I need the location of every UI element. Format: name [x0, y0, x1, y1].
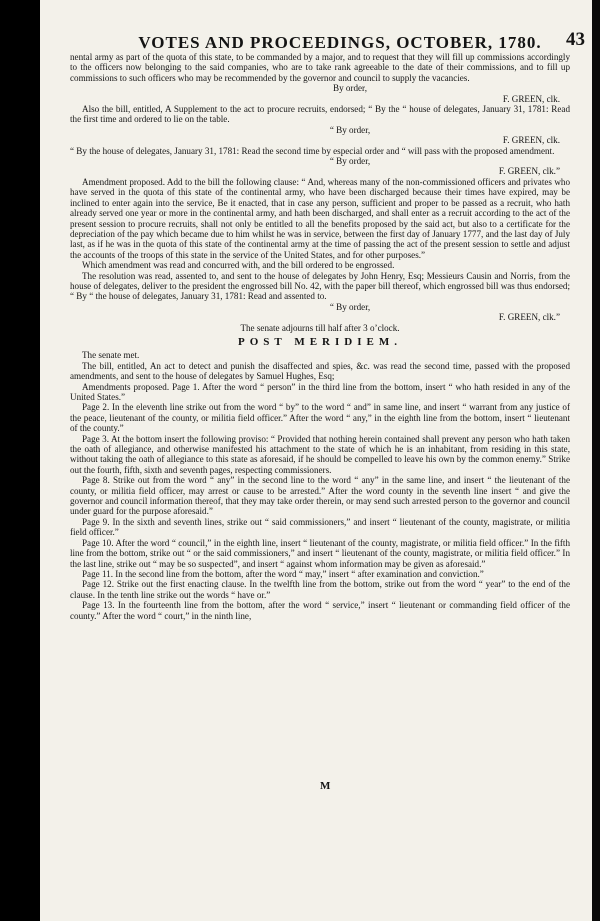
paragraph: Amendment proposed. Add to the bill the following clause: “ And, whereas many of the non-commissioned officers and privates who have served in the quota of this state of the continental army, who have been discharged because their times have expired, may be inclined to enter again into the service, Be it enacted, that in case any person, sufficient and proper to be passed as a recruit, who hath already served one year or more in the continental army, and hath been discharged, and shall enter as a recruit according to the act of the present session to procure recruits, shall not only be entitled to all the benefits proposed by the said act, but also to a certificate for the depreciation of the pay which became due to him whilst he was in service, between the first day of January 1777, and the last day of July last, as if he was in the quota of this state of the continental army at the time of passing the act of the present session to settle and adjust the accounts of the troops of this state in the service of the United States, and for other purposes.” [70, 176, 570, 260]
section-heading: POST MERIDIEM. [238, 335, 402, 348]
paragraph: Page 2. In the eleventh line strike out from the word “ by” to the word “ and” in same line, and insert “ warrant from any justice of the peace, lieutenant of the county, or militia field officer.” After the word “ any,” in the eighth line from the bottom, insert “ lieutenant of the county.” [70, 402, 570, 434]
clerk-signature: F. GREEN, clk. [502, 135, 560, 146]
clerk-signature: F. GREEN, clk.” [498, 166, 560, 177]
clerk-signature: F. GREEN, clk.” [498, 312, 560, 323]
paragraph: nental army as part of the quota of this state, to be commanded by a major, and to request that they will fill up commissions accordingly to the officers now belonging to the said companies, who are to take rank agreeable to the date of their commissions, and to fill up commissions to such officers who may be recommended by the governor and council to supply the vacancies. [70, 52, 570, 83]
paragraph: Amendments proposed. Page 1. After the word “ person” in the third line from the bottom, insert “ who hath resided in any of the United States.” [70, 381, 570, 402]
paragraph: The senate adjourns till half after 3 o’clock. [240, 322, 400, 333]
paragraph: Page 8. Strike out from the word “ any” in the second line to the word “ any” in the same line, and insert “ the lieutenant of the county, or militia field officer, may arrest or cause to be arrested.” After the word county in the seventh line insert “ and give the governor and council information thereof, that they may take order therein, or may send such arrested person to the governor and council under guard for the purpose aforesaid.” [70, 475, 570, 517]
paragraph: “ By the house of delegates, January 31, 1781: Read the second time by especial order and “ will pass with the proposed amendment. [70, 145, 555, 156]
paragraph: Page 13. In the fourteenth line from the bottom, after the word “ service,” insert “ lieutenant or commanding field officer of the county.” After the word “ court,” in the ninth line, [70, 600, 570, 621]
paragraph: The bill, entitled, An act to detect and punish the disaffected and spies, &c. was read the second time, passed with the proposed amendments, and sent to the house of delegates by Samuel Hughes, Esq; [70, 360, 570, 382]
paragraph: Page 10. After the word “ council,” in the eighth line, insert “ lieutenant of the county, magistrate, or militia field officer.” In the fifth line from the bottom, strike out “ or the said commissioners,” and insert “ lieutenant of the county, magistrate, or militia field officer.” In the last line, strike out “ may be so suspected”, and insert “ against whom information may be given as aforesaid.” [70, 537, 570, 569]
paragraph: Page 9. In the sixth and seventh lines, strike out “ said commissioners,” and insert “ lieutenant of the county, magistrate, or militia field officer.” [70, 516, 570, 538]
by-order-line: By order, [333, 83, 367, 94]
paragraph: The senate met. [82, 350, 140, 361]
paragraph: Page 12. Strike out the first enacting clause. In the twelfth line from the bottom, strike out from the word “ year” to the end of the clause. In the tenth line strike out the words “ have or.” [70, 579, 570, 600]
by-order-line: “ By order, [329, 124, 371, 135]
paragraph: The resolution was read, assented to, and sent to the house of delegates by John Henry, Esq; Messieurs Causin and Norris, from the house of delegates, deliver to the president the engrossed bill No. 42, with the paper bill thereof, which engrossed bill was thus endorsed; “ By “ the house of delegates, January 31, 1781: Read and assented to. [70, 270, 570, 302]
document-page [40, 0, 592, 921]
body-text [70, 52, 570, 621]
paragraph: Page 3. At the bottom insert the following proviso: “ Provided that nothing herein contained shall prevent any person who hath taken the oath of allegiance, and otherwise manifested his attachment to the state of which he is an inhabitant, from residing in this state, without taking the oath of allegiance to this state as aforesaid, if he should be compelled to leave his own by the common enemy.” Strike out the fourth, fifth, sixth and seventh pages, respecting commissioners. [70, 433, 570, 475]
signature-mark: M [320, 780, 331, 792]
page-number: 43 [566, 29, 585, 50]
by-order-line: “ By order, [329, 301, 371, 312]
clerk-signature: F. GREEN, clk. [502, 93, 560, 104]
paragraph: Also the bill, entitled, A Supplement to the act to procure recruits, endorsed; “ By the “ house of delegates, January 31, 1781: Read the first time and ordered to lie on the table. [70, 104, 570, 125]
by-order-line: “ By order, [329, 156, 371, 167]
paragraph: Which amendment was read and concurred with, and the bill ordered to be engrossed. [82, 260, 395, 271]
paragraph: Page 11. In the second line from the bottom, after the word “ may,” insert “ after examination and conviction.” [82, 568, 484, 579]
scan-border [0, 0, 40, 921]
running-title: VOTES AND PROCEEDINGS, OCTOBER, 1780. [138, 33, 542, 52]
